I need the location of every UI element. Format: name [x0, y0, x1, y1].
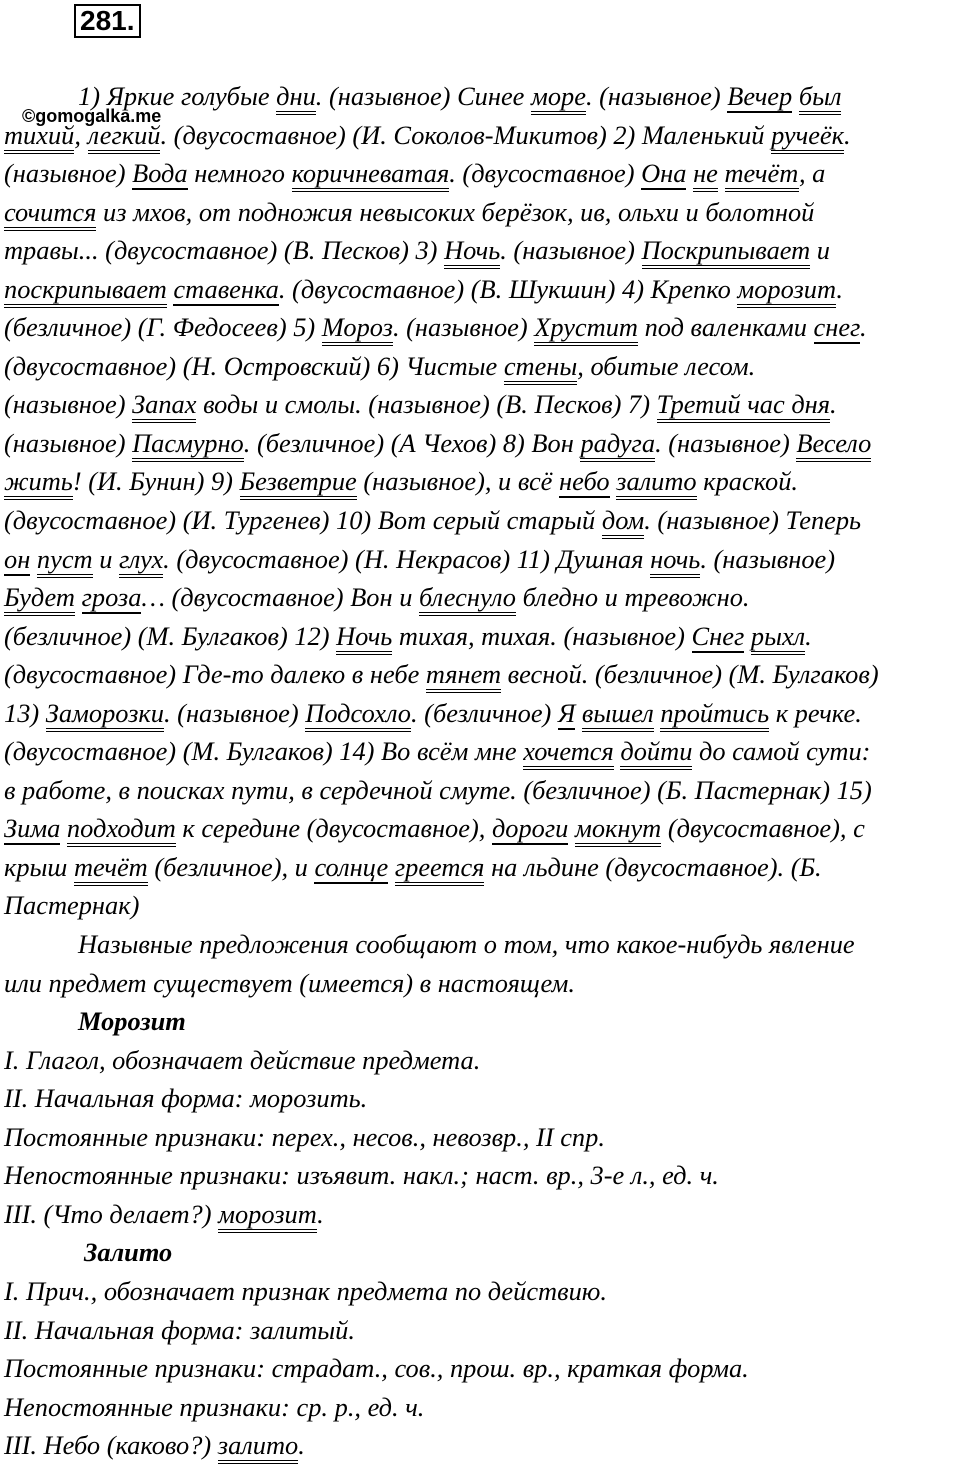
answer-text: 1) Яркие голубые дни. (назывное) Синее море. (назывное) Вечер был тихий, легкий. (двусоставное) (И. Соколов-Микитов) 2) Маленький ручеёк. (назывное) Вода немного коричневатая. (двусоставное) Она не течёт, а сочится из мхов, от подножия невысоких берёзок, ив, ольхи и болотной травы... (двусоставное) (В. Песков) 3) Ночь. (назывное) Поскрипывает и поскрипывает ставенка. (двусоставное) (В. Шукшин) 4) Крепко морозит. (безличное) (Г. Федосеев) 5) Мороз. (назывное) Хрустит под валенками снег. (двусоставное) (Н. Островский) 6) Чистые стены, обитые лесом. (назывное) Запах воды и смолы. (назывное) (В. Песков) 7) Третий час дня. (назывное) Пасмурно. (безличное) (А Чехов) 8) Вон радуга. (назывное) Весело жить! (И. Бунин) 9) Безветрие (назывное), и всё небо залито краской. (двусоставное) (И. Тургенев) 10) Вот серый старый дом. (назывное) Теперь он пуст и глух. (двусоставное) (Н. Некрасов) 11) Душная ночь. (назывное) Будет гроза… (двусоставное) Вон и блеснуло бледно и тревожно. (безличное) (М. Булгаков) 12) Ночь тихая, тихая. (назывное) Снег рыхл. (двусоставное) Где-то далеко в небе тянет весной. (безличное) (М. Булгаков) 13) Заморозки. (назывное) Подсохло. (безличное) Я вышел пройтись к речке. (двусоставное) (М. Булгаков) 14) Во всём мне хочется дойти до самой сути: в работе, в поисках пути, в сердечной смуте. (безличное) (Б. Пастернак) 15) Зима подходит к середине (двусоставное), дороги мокнут (двусоставное), с крыш течёт (безличное), и солнце греется на льдине (двусоставное). (Б. Пастернак) Назывные предложения сообщают о том, что какое-нибудь явление или предмет существует (имеется) в настоящем. Морозит I. Глагол, обозначает действие предмета. II. Начальная форма: морозить. Постоянные признаки: перех., несов., невозвр., II спр. Непостоянные признаки: изъявит. накл.; наст. вр., 3-е л., ед. ч. III. (Что делает?) морозит. Залито I. Прич., обозначает признак предмета по действию. II. Начальная форма: залитый. Постоянные признаки: страдат., сов., прош. вр., краткая форма. Непостоянные признаки: ср. р., ед. ч. III. Небо (каково?) залито. — [4, 77, 956, 1465]
heading-morozit: Морозит — [78, 1006, 186, 1037]
watermark-logo: ©gomogalka.me — [22, 106, 162, 126]
task-number: 281. — [74, 4, 141, 38]
heading-zalito: Залито — [84, 1237, 173, 1268]
